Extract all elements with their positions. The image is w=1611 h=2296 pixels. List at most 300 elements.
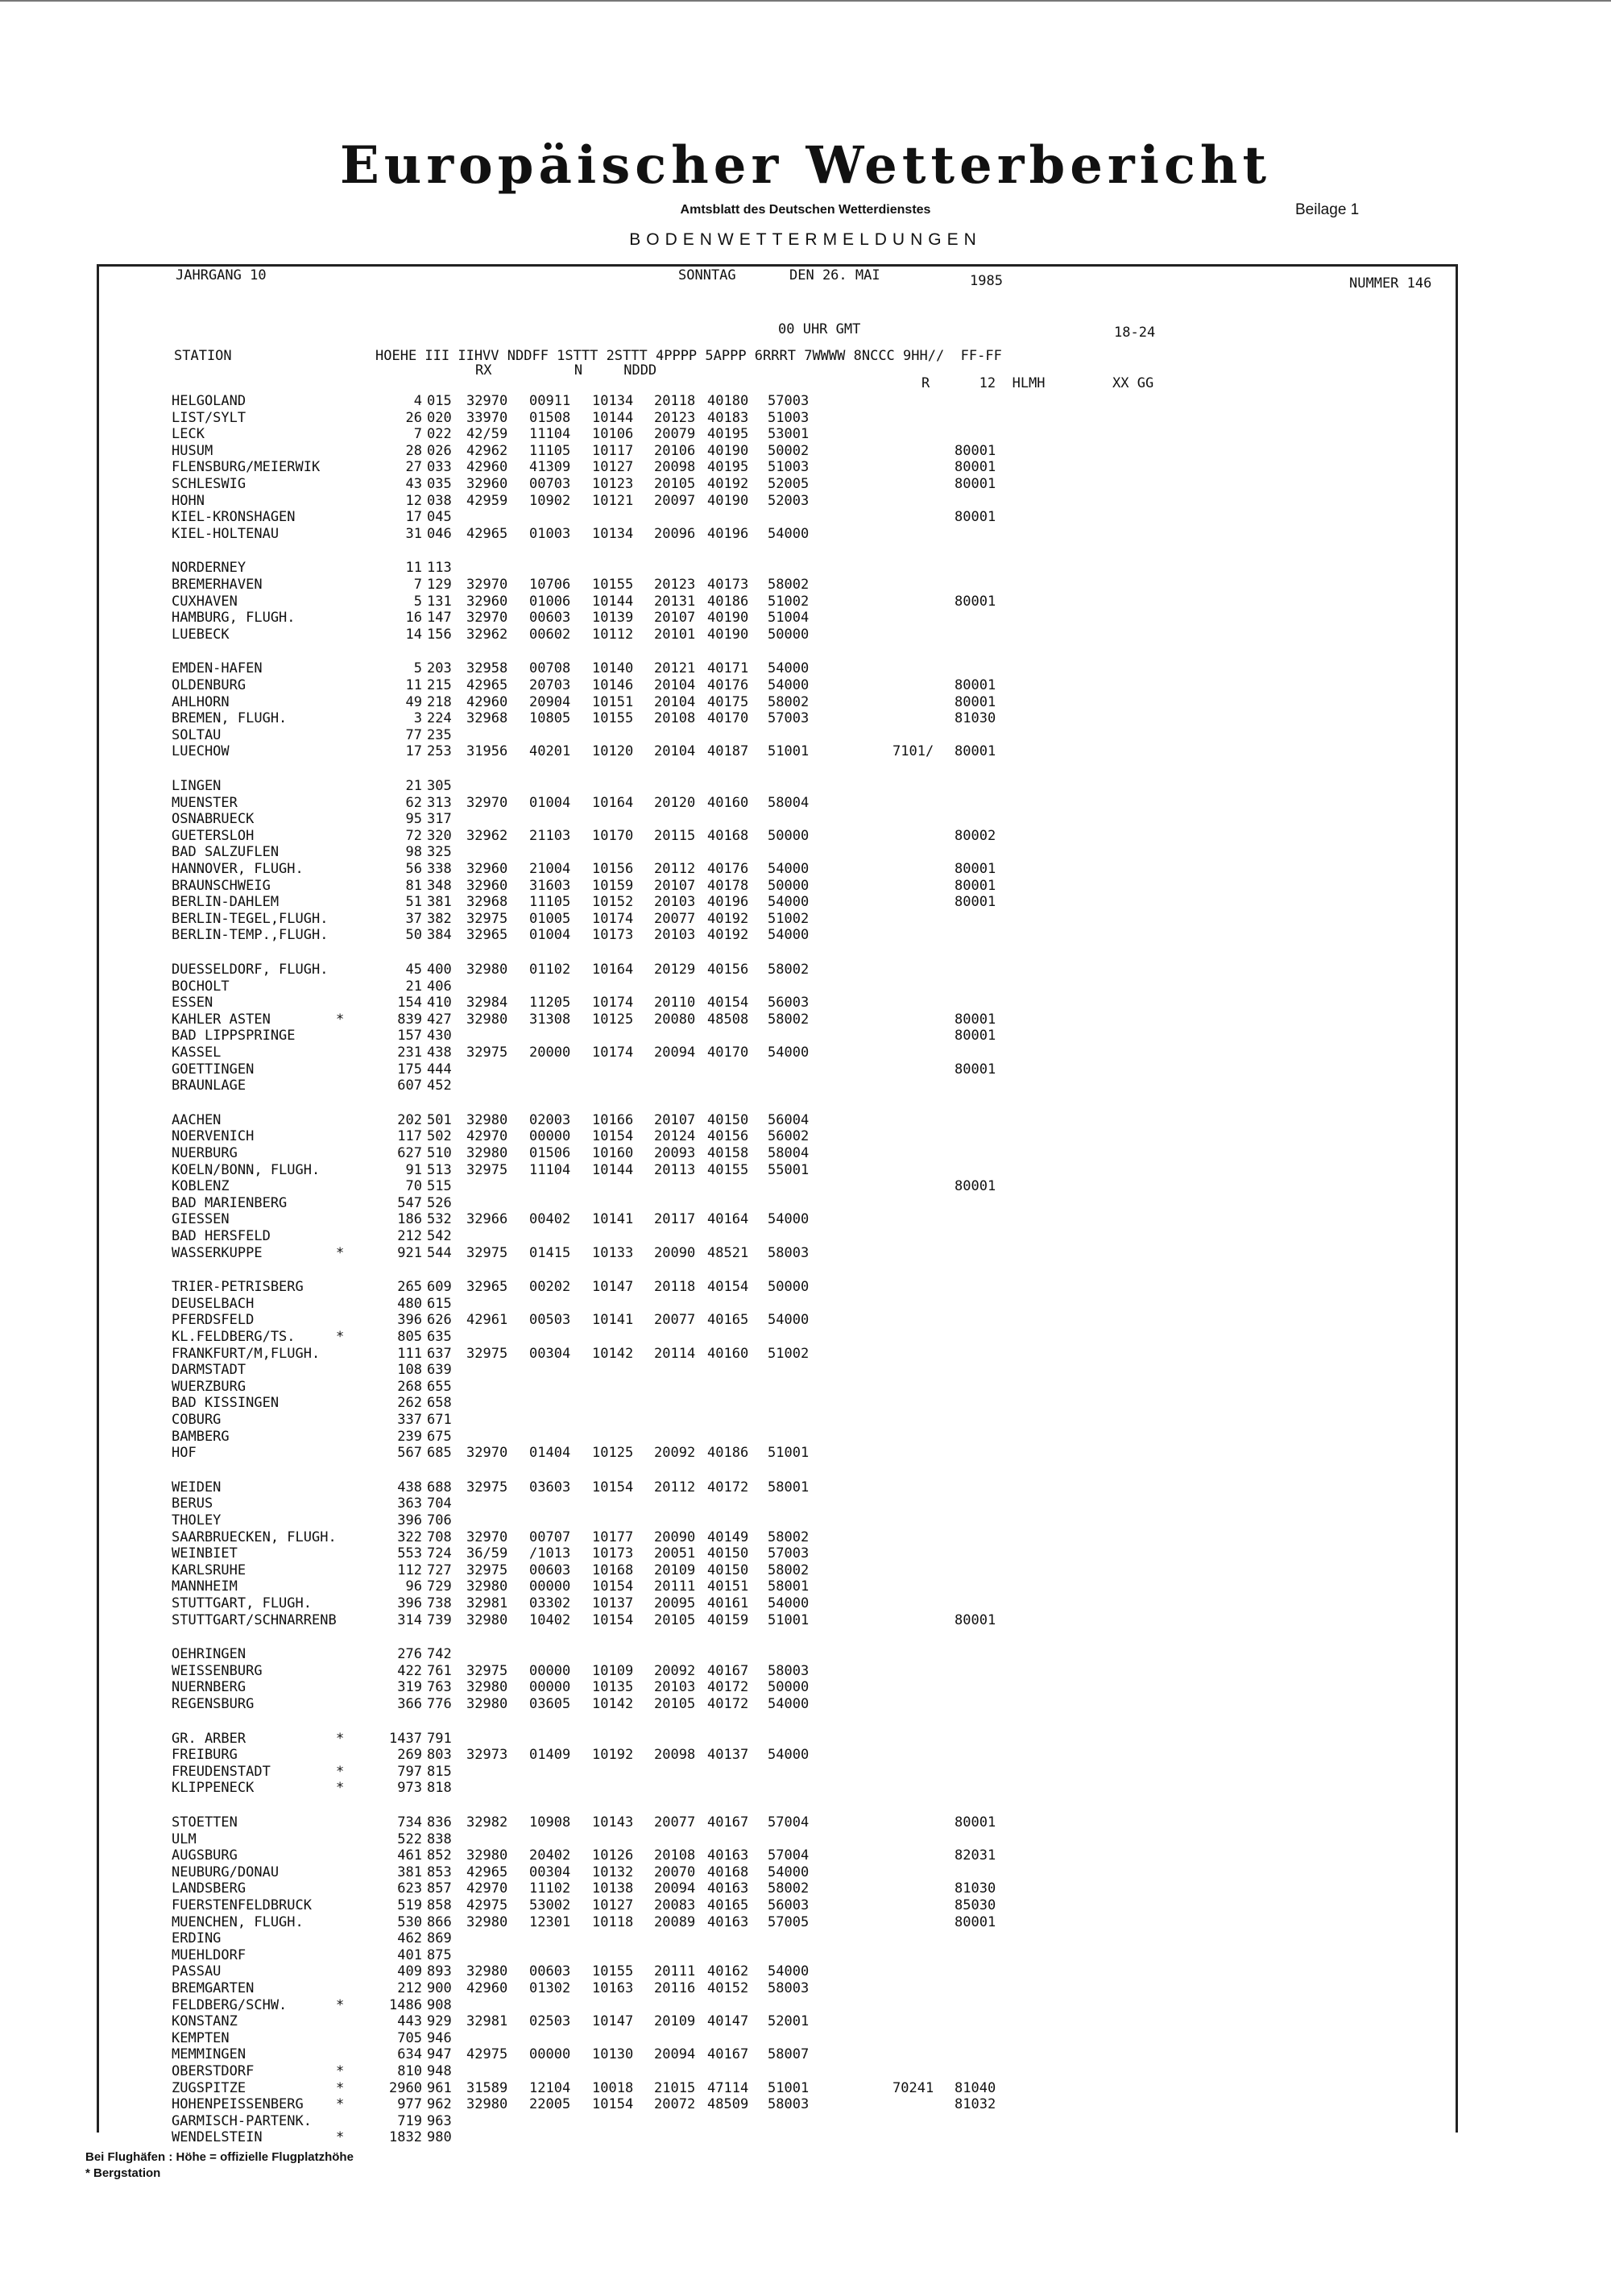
station-row <box>0 710 1530 726</box>
station-row <box>0 1228 1530 1244</box>
group-dewpoint: 20090 <box>654 1244 696 1261</box>
group-iihvv: 42959 <box>466 492 508 509</box>
group-nddff: 11205 <box>529 995 571 1011</box>
station-name: KAHLER ASTEN <box>172 1011 271 1028</box>
station-row <box>0 1963 1530 1980</box>
group-temperature: 10125 <box>592 1445 634 1462</box>
station-height: 522 <box>397 1831 422 1847</box>
group-pressure: 40172 <box>707 1696 749 1712</box>
station-row <box>0 476 1530 492</box>
station-index: 962 <box>427 2096 452 2113</box>
group-nddff: 00602 <box>529 626 571 643</box>
station-height: 51 <box>405 894 422 911</box>
station-name: MUENCHEN, FLUGH. <box>172 1913 304 1930</box>
mountain-mark: * <box>336 1329 345 1345</box>
station-index: 320 <box>427 827 452 844</box>
station-height: 28 <box>405 442 422 459</box>
group-temperature: 10144 <box>592 1161 634 1178</box>
group-nddff: 21004 <box>529 861 571 877</box>
station-index: 020 <box>427 409 452 426</box>
section-title: BODENWETTERMELDUNGEN <box>629 230 982 249</box>
group-tendency: 54000 <box>768 1747 810 1764</box>
station-index: 224 <box>427 710 452 727</box>
group-dewpoint: 20109 <box>654 1562 696 1578</box>
group-nddff: 53002 <box>529 1897 571 1913</box>
station-height: 396 <box>397 1312 422 1329</box>
group-temperature: 10177 <box>592 1529 634 1545</box>
group-clouds: 80001 <box>955 593 996 610</box>
station-row <box>0 1980 1530 1996</box>
group-pressure: 40173 <box>707 577 749 593</box>
station-name: LANDSBERG <box>172 1880 246 1897</box>
group-tendency: 56002 <box>768 1128 810 1145</box>
group-temperature: 10125 <box>592 1011 634 1028</box>
station-height: 31 <box>405 525 422 542</box>
mountain-mark: * <box>336 1730 345 1747</box>
station-index: 857 <box>427 1880 452 1897</box>
station-height: 438 <box>397 1479 422 1496</box>
group-iihvv: 32980 <box>466 2096 508 2113</box>
group-temperature: 10117 <box>592 442 634 459</box>
group-nddff: 00503 <box>529 1312 571 1329</box>
station-row <box>0 1128 1530 1144</box>
group-temperature: 10135 <box>592 1679 634 1696</box>
station-height: 11 <box>405 677 422 693</box>
station-row <box>0 660 1530 676</box>
station-height: 268 <box>397 1378 422 1395</box>
station-row <box>0 727 1530 743</box>
station-row <box>0 1028 1530 1044</box>
group-pressure: 40196 <box>707 525 749 542</box>
group-dewpoint: 20124 <box>654 1128 696 1145</box>
station-index: 688 <box>427 1479 452 1496</box>
station-row <box>0 1847 1530 1864</box>
station-index: 706 <box>427 1512 452 1529</box>
group-nddff: 02003 <box>529 1111 571 1128</box>
station-name: GUETERSLOH <box>172 827 255 844</box>
station-name: NOERVENICH <box>172 1128 255 1145</box>
group-nddff: 20703 <box>529 677 571 693</box>
station-height: 1437 <box>389 1730 422 1747</box>
group-pressure: 40187 <box>707 743 749 760</box>
group-temperature: 10133 <box>592 1244 634 1261</box>
station-row <box>0 1061 1530 1078</box>
weekday-label: SONNTAG <box>678 267 736 283</box>
group-dewpoint: 20104 <box>654 677 696 693</box>
station-height: 921 <box>397 1244 422 1261</box>
group-dewpoint: 20104 <box>654 693 696 710</box>
station-name: HUSUM <box>172 442 213 459</box>
station-row <box>0 1696 1530 1712</box>
group-pressure: 40162 <box>707 1963 749 1980</box>
group-nddff: /1013 <box>529 1545 571 1562</box>
station-index: 544 <box>427 1244 452 1261</box>
group-iihvv: 32970 <box>466 577 508 593</box>
station-index: 515 <box>427 1178 452 1195</box>
group-tendency: 50000 <box>768 877 810 894</box>
group-clouds: 80001 <box>955 459 996 476</box>
group-iihvv: 32975 <box>466 1244 508 1261</box>
station-index: 818 <box>427 1780 452 1797</box>
station-index: 853 <box>427 1864 452 1880</box>
group-dewpoint: 20107 <box>654 610 696 627</box>
station-row <box>0 443 1530 459</box>
station-index: 313 <box>427 794 452 811</box>
group-pressure: 40149 <box>707 1529 749 1545</box>
group-clouds: 80001 <box>955 861 996 877</box>
station-row <box>0 894 1530 910</box>
station-name: WUERZBURG <box>172 1378 246 1395</box>
station-height: 519 <box>397 1897 422 1913</box>
group-iihvv: 32970 <box>466 610 508 627</box>
group-pressure: 40158 <box>707 1145 749 1161</box>
station-row <box>0 844 1530 860</box>
group-pressure: 40164 <box>707 1211 749 1228</box>
group-dewpoint: 20116 <box>654 1980 696 1996</box>
station-height: 381 <box>397 1864 422 1880</box>
station-row <box>0 1145 1530 1161</box>
group-temperature: 10141 <box>592 1211 634 1228</box>
group-pressure: 40150 <box>707 1545 749 1562</box>
station-index: 671 <box>427 1412 452 1428</box>
group-iihvv: 42965 <box>466 525 508 542</box>
station-row <box>0 1595 1530 1611</box>
station-name: FLENSBURG/MEIERWIK <box>172 459 321 476</box>
group-iihvv: 32970 <box>466 1529 508 1545</box>
group-dewpoint: 20117 <box>654 1211 696 1228</box>
station-index: 866 <box>427 1913 452 1930</box>
group-dewpoint: 20103 <box>654 894 696 911</box>
group-pressure: 40192 <box>707 476 749 492</box>
station-height: 443 <box>397 2013 422 2030</box>
station-index: 908 <box>427 1996 452 2013</box>
station-name: HELGOLAND <box>172 393 246 409</box>
group-nddff: 01404 <box>529 1445 571 1462</box>
group-temperature: 10127 <box>592 459 634 476</box>
group-tendency: 52003 <box>768 492 810 509</box>
group-temperature: 10156 <box>592 861 634 877</box>
station-height: 17 <box>405 743 422 760</box>
group-dewpoint: 20110 <box>654 995 696 1011</box>
station-row <box>0 795 1530 811</box>
group-dewpoint: 20131 <box>654 593 696 610</box>
group-nddff: 03603 <box>529 1479 571 1496</box>
station-index: 026 <box>427 442 452 459</box>
group-nddff: 11102 <box>529 1880 571 1897</box>
station-name: GIESSEN <box>172 1211 230 1228</box>
group-dewpoint: 20098 <box>654 459 696 476</box>
group-tendency: 58007 <box>768 2046 810 2063</box>
station-row <box>0 410 1530 426</box>
group-iihvv: 32965 <box>466 1279 508 1296</box>
group-dewpoint: 20105 <box>654 1611 696 1628</box>
station-index: 038 <box>427 492 452 509</box>
station-name: NUERNBERG <box>172 1679 246 1696</box>
group-temperature: 10147 <box>592 1279 634 1296</box>
station-height: 62 <box>405 794 422 811</box>
group-temperature: 10173 <box>592 1545 634 1562</box>
group-nddff: 00304 <box>529 1345 571 1362</box>
station-name: ERDING <box>172 1930 222 1947</box>
station-height: 202 <box>397 1111 422 1128</box>
station-name: BAD KISSINGEN <box>172 1395 280 1412</box>
station-index: 382 <box>427 910 452 927</box>
group-nddff: 11105 <box>529 894 571 911</box>
station-height: 16 <box>405 610 422 627</box>
group-tendency: 52001 <box>768 2013 810 2030</box>
station-name: GARMISCH-PARTENK. <box>172 2112 312 2129</box>
station-row <box>0 1312 1530 1328</box>
station-row <box>0 1279 1530 1295</box>
station-height: 212 <box>397 1980 422 1996</box>
group-dewpoint: 20107 <box>654 1111 696 1128</box>
group-iihvv: 32980 <box>466 1578 508 1595</box>
group-iihvv: 42965 <box>466 677 508 693</box>
mountain-mark: * <box>336 1011 345 1028</box>
station-name: ZUGSPITZE <box>172 2079 246 2096</box>
station-height: 269 <box>397 1747 422 1764</box>
station-name: HAMBURG, FLUGH. <box>172 610 296 627</box>
group-clouds: 80002 <box>955 827 996 844</box>
station-height: 4 <box>413 393 422 409</box>
station-name: MANNHEIM <box>172 1578 238 1595</box>
station-height: 72 <box>405 827 422 844</box>
station-name: NUERBURG <box>172 1145 238 1161</box>
group-nddff: 00202 <box>529 1279 571 1296</box>
station-row <box>0 1864 1530 1880</box>
group-pressure: 40159 <box>707 1611 749 1628</box>
station-index: 526 <box>427 1194 452 1211</box>
group-nddff: 00708 <box>529 660 571 677</box>
group-temperature: 10134 <box>592 393 634 409</box>
group-temperature: 10118 <box>592 1913 634 1930</box>
group-clouds: 80001 <box>955 1611 996 1628</box>
station-height: 462 <box>397 1930 422 1947</box>
group-temperature: 10155 <box>592 577 634 593</box>
station-name: KOELN/BONN, FLUGH. <box>172 1161 321 1178</box>
group-temperature: 10174 <box>592 910 634 927</box>
station-row <box>0 2096 1530 2112</box>
group-pressure: 40171 <box>707 660 749 677</box>
station-index: 430 <box>427 1028 452 1045</box>
station-name: BAMBERG <box>172 1428 230 1445</box>
group-tendency: 58002 <box>768 962 810 978</box>
group-nddff: 11104 <box>529 1161 571 1178</box>
station-name: FREIBURG <box>172 1747 238 1764</box>
group-pressure: 40192 <box>707 927 749 944</box>
station-name: OBERSTDORF <box>172 2063 255 2079</box>
group-temperature: 10144 <box>592 593 634 610</box>
station-height: 973 <box>397 1780 422 1797</box>
station-row <box>0 694 1530 710</box>
station-index: 875 <box>427 1946 452 1963</box>
station-name: AUGSBURG <box>172 1847 238 1864</box>
station-index: 129 <box>427 577 452 593</box>
station-index: 022 <box>427 426 452 443</box>
group-nddff: 00000 <box>529 1679 571 1696</box>
group-nddff: 10402 <box>529 1611 571 1628</box>
station-row <box>0 995 1530 1011</box>
group-pressure: 48508 <box>707 1011 749 1028</box>
station-height: 26 <box>405 409 422 426</box>
station-height: 366 <box>397 1696 422 1712</box>
station-index: 015 <box>427 393 452 409</box>
station-name: GOETTINGEN <box>172 1061 255 1078</box>
group-temperature: 10147 <box>592 2013 634 2030</box>
station-name: BREMGARTEN <box>172 1980 255 1996</box>
station-row <box>0 2129 1530 2145</box>
station-name: DEUSELBACH <box>172 1295 255 1312</box>
group-clouds: 80001 <box>955 677 996 693</box>
station-index: 253 <box>427 743 452 760</box>
group-dewpoint: 20118 <box>654 1279 696 1296</box>
station-height: 96 <box>405 1578 422 1595</box>
footnote-mountain-station: * Bergstation <box>85 2166 161 2180</box>
station-name: FELDBERG/SCHW. <box>172 1996 288 2013</box>
station-row <box>0 828 1530 844</box>
station-name: OSNABRUECK <box>172 811 255 828</box>
station-index: 203 <box>427 660 452 677</box>
station-height: 21 <box>405 778 422 794</box>
group-pressure: 40165 <box>707 1897 749 1913</box>
station-name: GR. ARBER <box>172 1730 246 1747</box>
group-dewpoint: 20114 <box>654 1345 696 1362</box>
station-row <box>0 1211 1530 1227</box>
group-iihvv: 42975 <box>466 1897 508 1913</box>
group-pressure: 40180 <box>707 393 749 409</box>
group-tendency: 55001 <box>768 1161 810 1178</box>
group-temperature: 10164 <box>592 962 634 978</box>
group-tendency: 58001 <box>768 1578 810 1595</box>
station-height: 17 <box>405 509 422 526</box>
station-height: 276 <box>397 1646 422 1663</box>
group-iihvv: 42960 <box>466 1980 508 1996</box>
group-iihvv: 32973 <box>466 1747 508 1764</box>
station-row <box>0 1496 1530 1512</box>
station-height: 175 <box>397 1061 422 1078</box>
group-tendency: 57003 <box>768 1545 810 1562</box>
group-dewpoint: 20080 <box>654 1011 696 1028</box>
station-name: BAD LIPPSPRINGE <box>172 1028 296 1045</box>
group-iihvv: 32982 <box>466 1814 508 1831</box>
station-height: 21 <box>405 978 422 995</box>
station-row <box>0 1362 1530 1378</box>
station-index: 609 <box>427 1279 452 1296</box>
station-index: 635 <box>427 1329 452 1345</box>
group-iihvv: 42960 <box>466 459 508 476</box>
station-index: 045 <box>427 509 452 526</box>
station-row <box>0 1395 1530 1411</box>
group-tendency: 54000 <box>768 1595 810 1611</box>
station-name: STUTTGART/SCHNARRENB <box>172 1611 337 1628</box>
station-name: MUENSTER <box>172 794 238 811</box>
group-pressure: 40195 <box>707 426 749 443</box>
station-height: 314 <box>397 1611 422 1628</box>
group-tendency: 58003 <box>768 1662 810 1679</box>
station-row <box>0 1112 1530 1128</box>
station-row <box>0 1445 1530 1461</box>
group-dewpoint: 20092 <box>654 1662 696 1679</box>
station-height: 91 <box>405 1161 422 1178</box>
station-name: PASSAU <box>172 1963 222 1980</box>
station-name: BREMEN, FLUGH. <box>172 710 288 727</box>
group-dewpoint: 20112 <box>654 861 696 877</box>
group-iihvv: 32981 <box>466 1595 508 1611</box>
group-weather: 7101/ <box>892 743 934 760</box>
station-row <box>0 1329 1530 1345</box>
station-name: PFERDSFELD <box>172 1312 255 1329</box>
group-dewpoint: 20111 <box>654 1963 696 1980</box>
group-clouds: 80001 <box>955 1011 996 1028</box>
group-temperature: 10159 <box>592 877 634 894</box>
station-name: WENDELSTEIN <box>172 2129 263 2146</box>
station-name: KIEL-KRONSHAGEN <box>172 509 296 526</box>
station-name: WEISSENBURG <box>172 1662 263 1679</box>
group-pressure: 40172 <box>707 1479 749 1496</box>
station-row <box>0 1296 1530 1312</box>
group-temperature: 10139 <box>592 610 634 627</box>
group-tendency: 50000 <box>768 827 810 844</box>
station-name: BAD HERSFELD <box>172 1228 271 1244</box>
station-index: 510 <box>427 1145 452 1161</box>
group-iihvv: 32970 <box>466 393 508 409</box>
station-height: 27 <box>405 459 422 476</box>
station-row <box>0 627 1530 643</box>
station-name: KLIPPENECK <box>172 1780 255 1797</box>
station-height: 77 <box>405 726 422 743</box>
group-iihvv: 32975 <box>466 1345 508 1362</box>
station-name: AACHEN <box>172 1111 222 1128</box>
group-tendency: 58002 <box>768 577 810 593</box>
group-tendency: 54000 <box>768 660 810 677</box>
group-tendency: 56003 <box>768 1897 810 1913</box>
station-index: 980 <box>427 2129 452 2146</box>
station-height: 1486 <box>389 1996 422 2013</box>
observation-time: 00 UHR GMT <box>778 321 861 337</box>
station-name: FUERSTENFELDBRUCK <box>172 1897 312 1913</box>
group-temperature: 10154 <box>592 1611 634 1628</box>
station-row <box>0 1880 1530 1897</box>
station-height: 231 <box>397 1045 422 1061</box>
group-tendency: 58001 <box>768 1479 810 1496</box>
station-row <box>0 1731 1530 1747</box>
station-height: 111 <box>397 1345 422 1362</box>
group-tendency: 58003 <box>768 1244 810 1261</box>
station-row <box>0 927 1530 943</box>
station-row <box>0 459 1530 475</box>
group-dewpoint: 20123 <box>654 577 696 593</box>
group-nddff: 10805 <box>529 710 571 727</box>
group-tendency: 51001 <box>768 1445 810 1462</box>
station-name: KL.FELDBERG/TS. <box>172 1329 296 1345</box>
group-dewpoint: 20108 <box>654 710 696 727</box>
station-index: 852 <box>427 1847 452 1864</box>
group-temperature: 10146 <box>592 677 634 693</box>
group-dewpoint: 20104 <box>654 743 696 760</box>
station-name: THOLEY <box>172 1512 222 1529</box>
group-dewpoint: 20103 <box>654 1679 696 1696</box>
station-index: 637 <box>427 1345 452 1362</box>
page-title: Europäischer Wetterbericht <box>340 135 1271 196</box>
station-index: 452 <box>427 1078 452 1094</box>
group-tendency: 54000 <box>768 677 810 693</box>
group-dewpoint: 20103 <box>654 927 696 944</box>
group-tendency: 54000 <box>768 894 810 911</box>
station-row <box>0 594 1530 610</box>
station-index: 348 <box>427 877 452 894</box>
group-temperature: 10174 <box>592 1045 634 1061</box>
group-pressure: 40160 <box>707 1345 749 1362</box>
